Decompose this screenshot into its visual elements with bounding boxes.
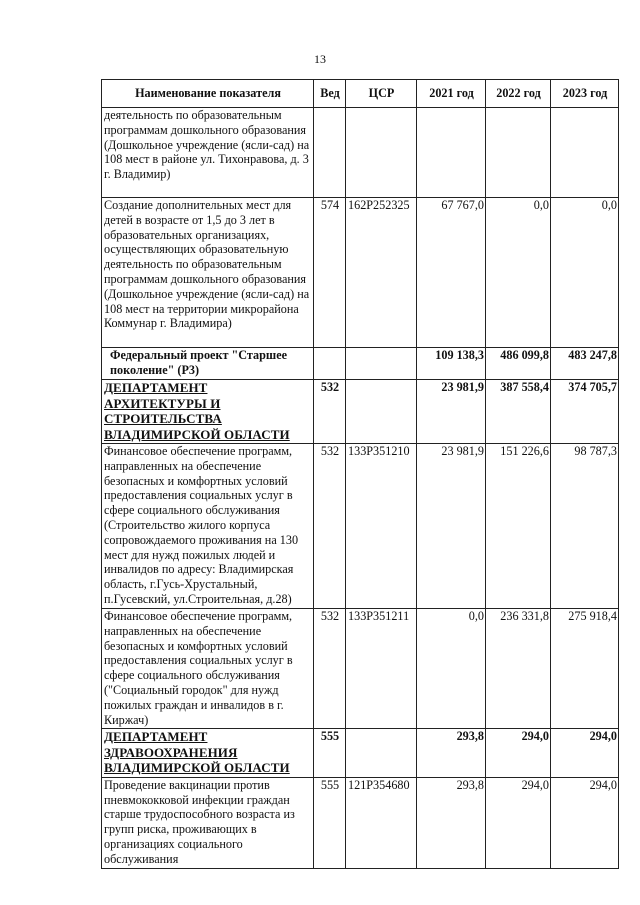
table-row-department: [102, 729, 619, 778]
header-name: Наименование показателя: [102, 80, 314, 108]
header-2021: 2021 год: [417, 80, 486, 108]
row-2022: 294,0: [486, 777, 551, 868]
row-csr: 133P351210: [346, 444, 417, 609]
row-csr: [346, 108, 417, 198]
row-2021: 0,0: [417, 609, 486, 729]
header-row: [102, 80, 619, 108]
row-2023: 374 705,7: [551, 380, 619, 444]
row-2023: 98 787,3: [551, 444, 619, 609]
table-row: [102, 108, 619, 198]
row-2021: [417, 108, 486, 198]
row-2023: 294,0: [551, 729, 619, 778]
row-ved: [314, 348, 346, 380]
row-2021: 293,8: [417, 729, 486, 778]
row-ved: 532: [314, 444, 346, 609]
row-2022: 294,0: [486, 729, 551, 778]
table-row-federal-project: [102, 348, 619, 380]
row-ved: 555: [314, 729, 346, 778]
row-2021: 109 138,3: [417, 348, 486, 380]
row-ved: 532: [314, 380, 346, 444]
row-csr: 121P354680: [346, 777, 417, 868]
row-2021: 67 767,0: [417, 198, 486, 348]
row-2021: 293,8: [417, 777, 486, 868]
header-2023: 2023 год: [551, 80, 619, 108]
table-row: [102, 777, 619, 868]
table-row: [102, 198, 619, 348]
row-name: Финансовое обеспечение программ, направленных на обеспечение безопасных и комфортных условий предоставления социальных услуг в сфере социального обслуживания (Строительство жилого корпуса сопровождаемого проживания на 130 мест для нужд пожилых людей и инвалидов по адресу: Владимирская область, г.Гусь-Хрустальный, п.Гусевский, ул.Строительная, д.28): [102, 444, 314, 609]
row-2022: 387 558,4: [486, 380, 551, 444]
budget-table: [101, 79, 619, 869]
row-2022: 486 099,8: [486, 348, 551, 380]
row-ved: 555: [314, 777, 346, 868]
row-2021: 23 981,9: [417, 444, 486, 609]
row-name: Создание дополнительных мест для детей в возрасте от 1,5 до 3 лет в образовательных организациях, осуществляющих образовательную деятельность по образовательным программам дошкольного образования (Дошкольное учреждение (ясли-сад) на 108 мест на территории микрорайона Коммунар г. Владимира): [102, 198, 314, 348]
row-2023: 0,0: [551, 198, 619, 348]
row-csr: 133P351211: [346, 609, 417, 729]
row-csr: 162P252325: [346, 198, 417, 348]
row-2023: 294,0: [551, 777, 619, 868]
row-2023: 483 247,8: [551, 348, 619, 380]
row-2023: [551, 108, 619, 198]
table-row: [102, 609, 619, 729]
row-name: ДЕПАРТАМЕНТ АРХИТЕКТУРЫ И СТРОИТЕЛЬСТВА ВЛАДИМИРСКОЙ ОБЛАСТИ: [102, 380, 314, 444]
row-ved: [314, 108, 346, 198]
header-ved: Вед: [314, 80, 346, 108]
table-row-department: [102, 380, 619, 444]
row-2021: 23 981,9: [417, 380, 486, 444]
row-name: Федеральный проект "Старшее поколение" (P3): [102, 348, 314, 380]
row-csr: [346, 380, 417, 444]
row-name: ДЕПАРТАМЕНТ ЗДРАВООХРАНЕНИЯ ВЛАДИМИРСКОЙ ОБЛАСТИ: [102, 729, 314, 778]
row-2022: [486, 108, 551, 198]
table-row: [102, 444, 619, 609]
row-2022: 151 226,6: [486, 444, 551, 609]
page-number: 13: [314, 52, 326, 66]
row-name: Финансовое обеспечение программ, направленных на обеспечение безопасных и комфортных условий предоставления социальных услуг в сфере социального обслуживания ("Социальный городок" для нужд пожилых граждан и инвалидов в г. Киржач): [102, 609, 314, 729]
row-name: Проведение вакцинации против пневмококковой инфекции граждан старше трудоспособного возраста из групп риска, проживающих в организациях социального обслуживания: [102, 777, 314, 868]
row-ved: 532: [314, 609, 346, 729]
row-csr: [346, 348, 417, 380]
header-2022: 2022 год: [486, 80, 551, 108]
row-csr: [346, 729, 417, 778]
row-2022: 236 331,8: [486, 609, 551, 729]
row-2022: 0,0: [486, 198, 551, 348]
row-name: деятельность по образовательным программам дошкольного образования (Дошкольное учреждение (ясли-сад) на 108 мест в районе ул. Тихонравова, д. 3 г. Владимир): [102, 108, 314, 198]
header-csr: ЦСР: [346, 80, 417, 108]
row-ved: 574: [314, 198, 346, 348]
row-2023: 275 918,4: [551, 609, 619, 729]
